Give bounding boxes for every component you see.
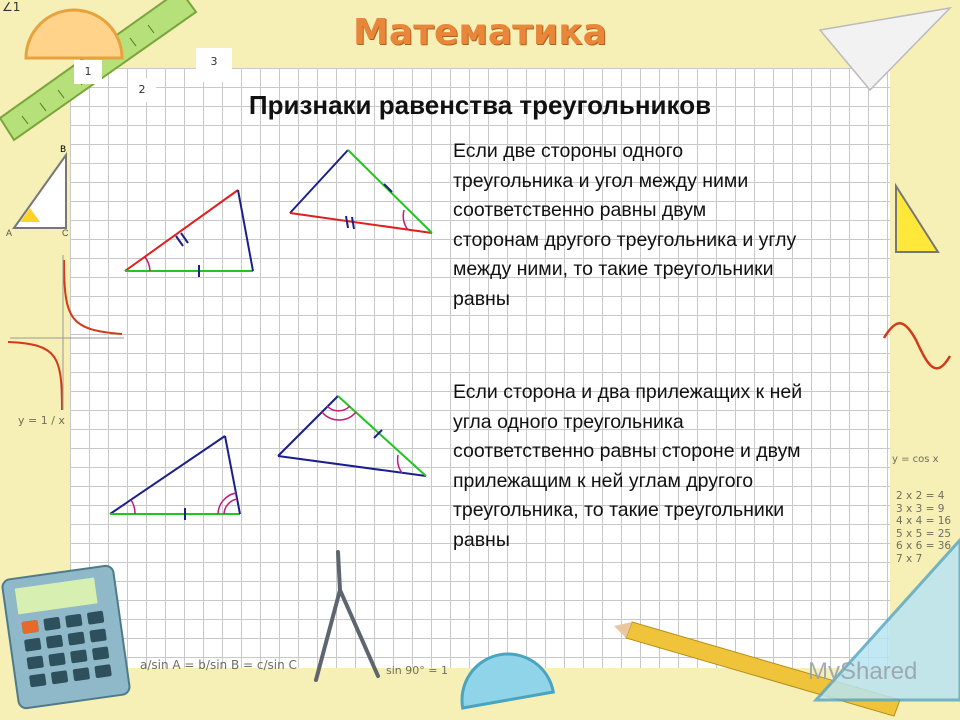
slide-subtitle: Признаки равенства треугольников	[248, 90, 712, 120]
slide-title: Математика	[353, 12, 607, 53]
badge-1: 1	[74, 60, 102, 84]
angle-mark	[327, 406, 350, 411]
sin-rule-formula: a/sin A = b/sin B = c/sin C	[140, 658, 297, 672]
corner-angle-label: ∠1	[2, 0, 21, 14]
sin90-formula: sin 90° = 1	[386, 664, 448, 677]
theorem-asa-text: Если сторона и два прилежащих к ней угла одного треугольника соответственно равны стороне и двум прилежащим к ней углам другого треугольника, то такие треугольники равны	[453, 381, 803, 551]
angle-mark	[218, 493, 236, 514]
angle-mark	[403, 210, 408, 230]
svg-text:B: B	[60, 145, 67, 155]
angle-mark	[398, 455, 402, 473]
angle-mark	[224, 499, 237, 514]
theorem-sas-text: Если две стороны одного треугольника и угол между ними соответственно равны двум сторонам другого треугольника и углу между ними, то такие треугольники равны	[453, 140, 797, 310]
angle-mark	[145, 257, 150, 271]
multiplication-table: 2 x 2 = 4 3 x 3 = 9 4 x 4 = 16 5 x 5 = 25 6 x 6 = 36 7 x 7	[896, 490, 952, 565]
y-inv-formula: y = 1 / x	[18, 414, 65, 427]
sas-triangle-right	[290, 150, 432, 233]
sas-triangle-left	[125, 190, 253, 277]
angle-mark	[322, 412, 356, 420]
watermark: MyShared	[808, 658, 918, 685]
angle-mark	[131, 500, 135, 514]
svg-text:A: A	[6, 228, 13, 238]
asa-triangle-left	[110, 436, 240, 520]
svg-text:C: C	[62, 228, 69, 238]
y-cos-formula: y = cos x	[892, 454, 939, 465]
badge-2: 2	[128, 78, 156, 102]
asa-triangle-right	[278, 396, 426, 476]
badge-3: 3	[196, 48, 232, 82]
